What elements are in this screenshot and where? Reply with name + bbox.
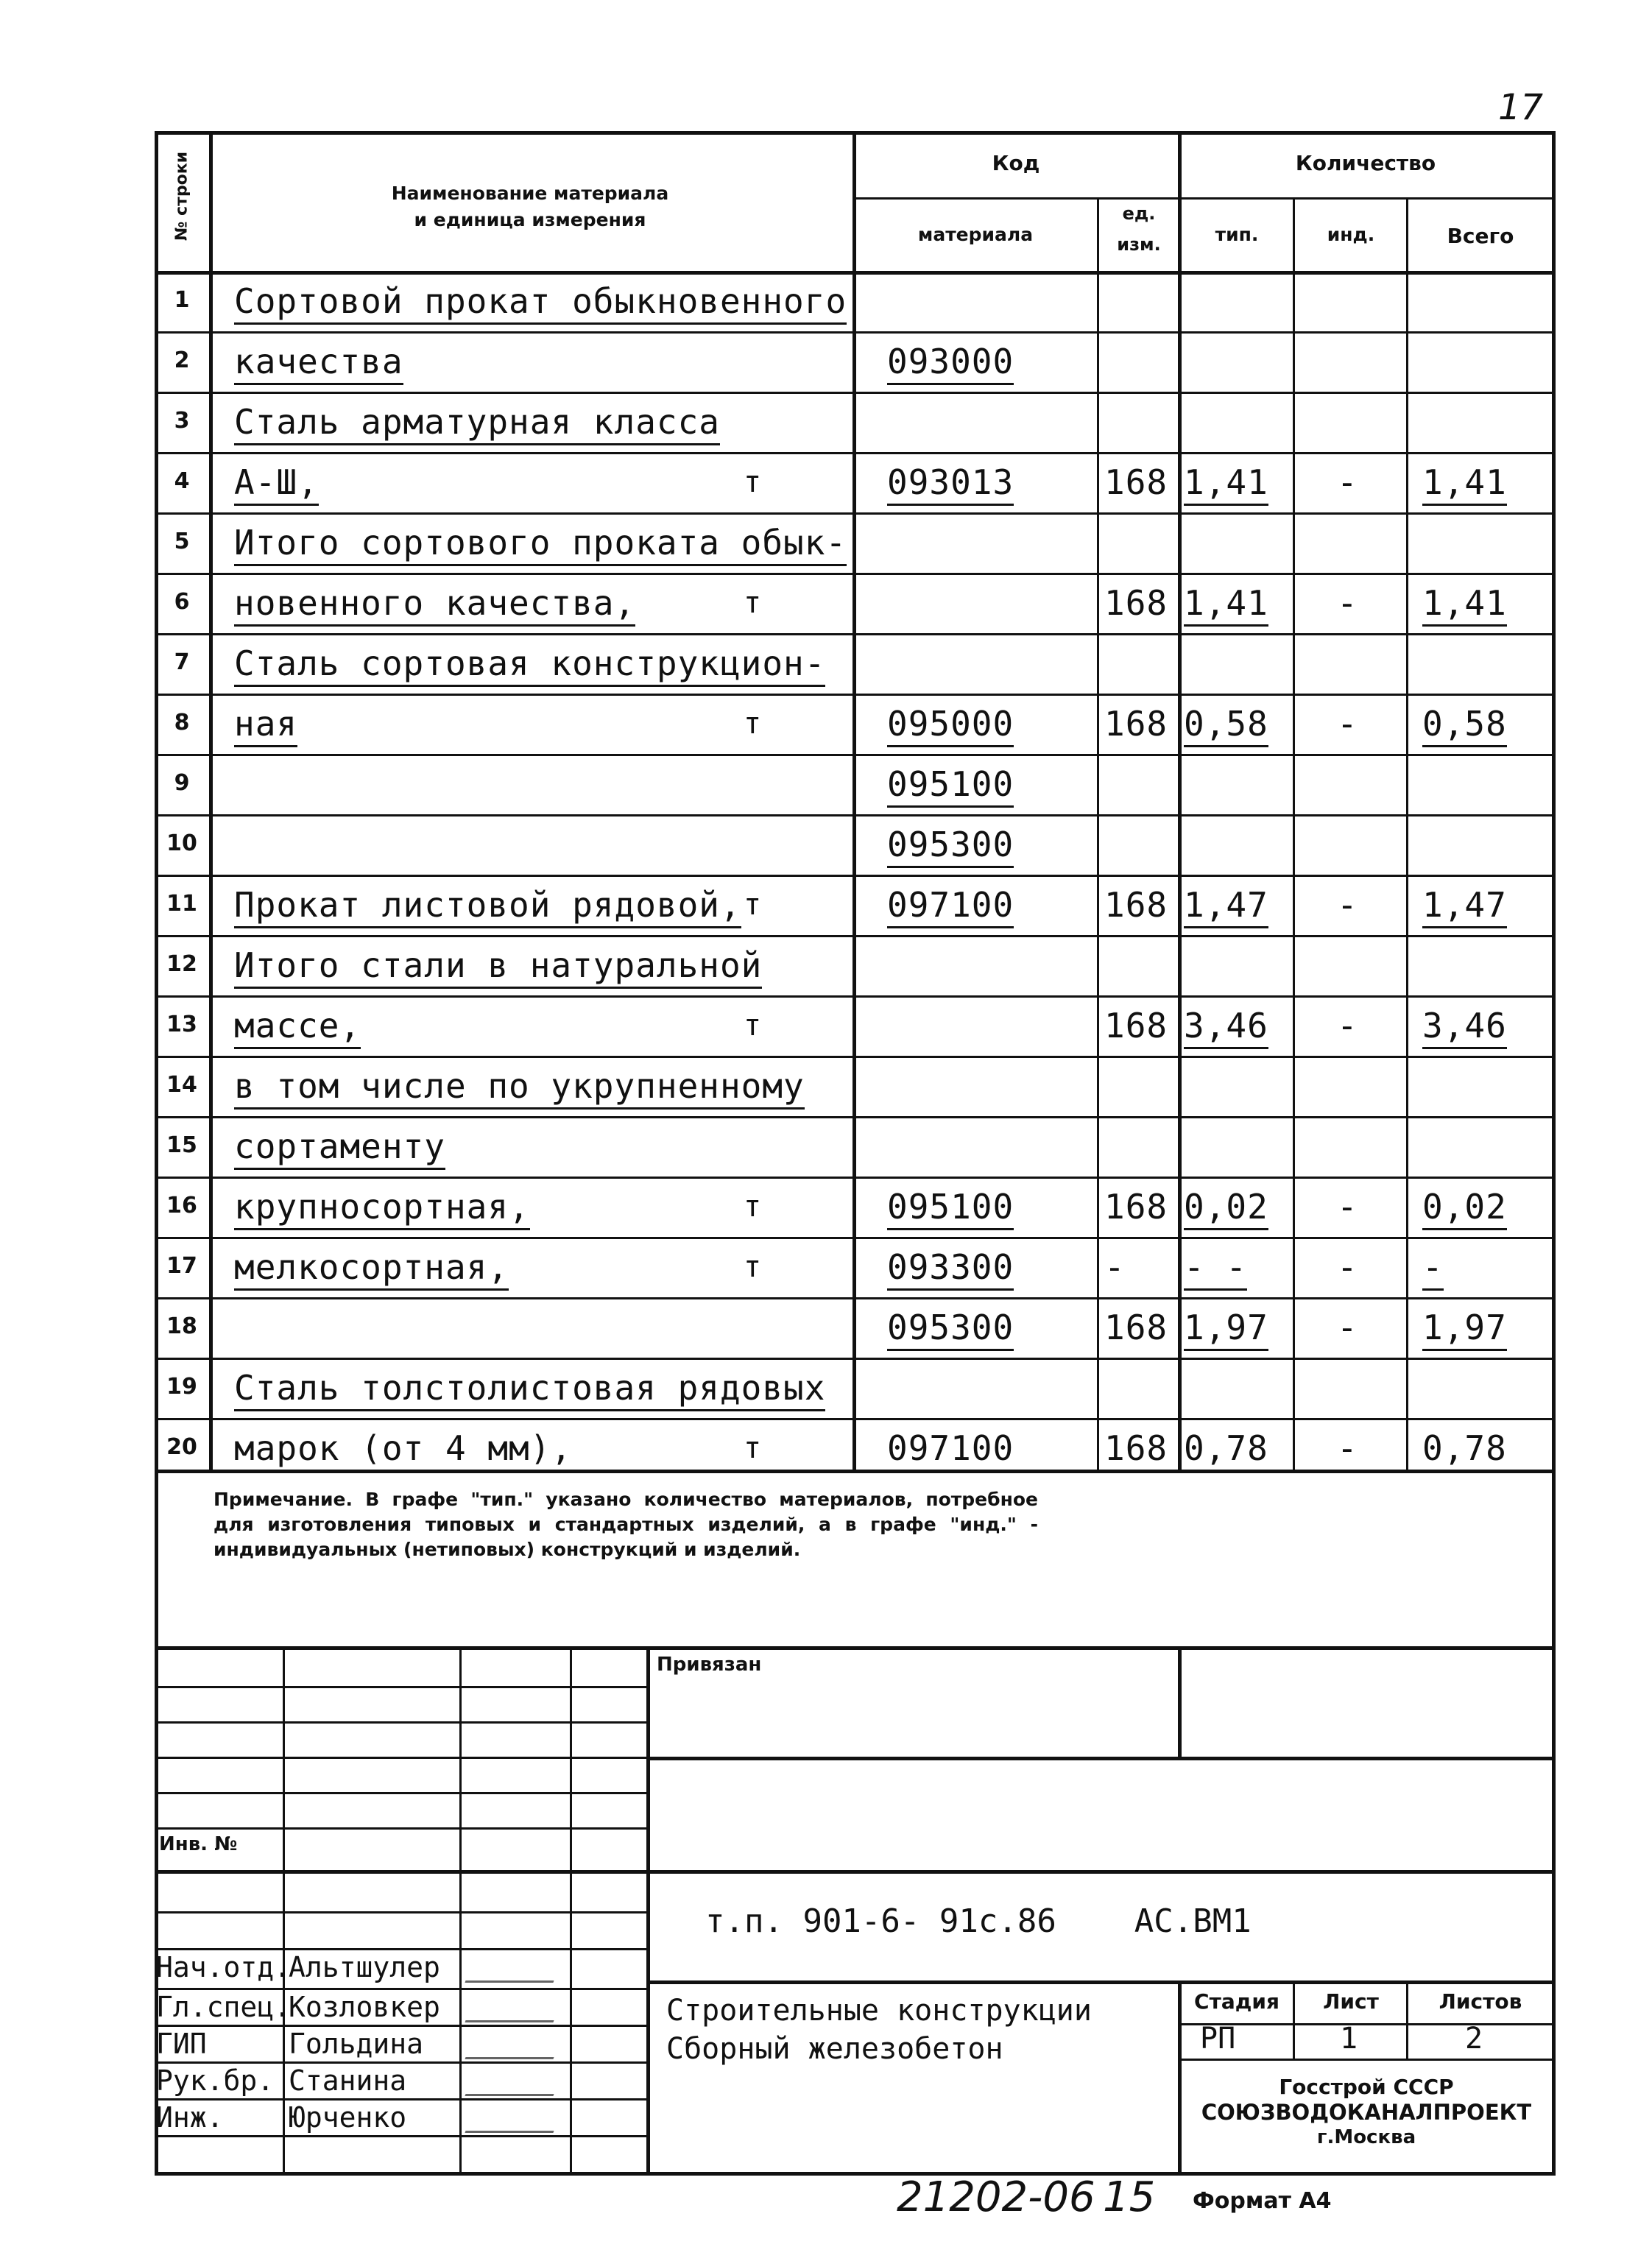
organization-line1: Госстрой СССР [1279,2075,1454,2099]
material-name: Сталь толстолистовая рядовых [234,1368,825,1411]
material-code: 093000 [887,342,1014,385]
unit-label: т [744,586,763,620]
unit-code: - [1104,1247,1126,1287]
stage-label: Стадия [1194,1989,1279,2014]
material-name: сортаменту [234,1126,445,1170]
row-number: 14 [166,1072,197,1098]
row-number: 18 [166,1313,197,1339]
row-number: 7 [174,649,190,675]
row-number: 3 [174,408,190,434]
unit-code: 168 [1104,462,1168,502]
row-number: 4 [174,468,190,494]
stage-value: РП [1200,2022,1236,2056]
qty-typ: 3,46 [1184,1006,1268,1049]
qty-total: 1,41 [1422,462,1507,506]
qty-ind: - [1337,1308,1358,1347]
document-title-line2: Сборный железобетон [666,2032,1003,2066]
row-number: 20 [166,1434,197,1460]
signatory-role: Гл.спец. [156,1991,292,2023]
sheets-value: 2 [1465,2022,1483,2056]
material-name: ная [234,704,297,747]
unit-code: 168 [1104,583,1168,623]
row-number: 1 [174,287,190,313]
typ-header: тип. [1215,224,1259,245]
material-name-header-line2: и единица измерения [414,209,646,230]
document-title-line1: Строительные конструкции [666,1994,1092,2028]
row-number: 9 [174,770,190,796]
material-name: Итого сортового проката обык- [234,523,847,566]
unit-label: т [744,465,763,499]
qty-ind: - [1337,583,1358,623]
row-number: 5 [174,529,190,554]
row-number: 11 [166,891,197,917]
row-number: 12 [166,951,197,977]
qty-ind: - [1337,462,1358,502]
material-code: 095100 [887,1187,1014,1230]
unit-code: 168 [1104,1006,1168,1045]
row-number: 19 [166,1374,197,1400]
row-number: 15 [166,1132,197,1158]
unit-label: т [744,888,763,922]
qty-typ: 0,58 [1184,704,1268,747]
organization-line2: СОЮЗВОДОКАНАЛПРОЕКТ [1201,2100,1532,2125]
unit-code: 168 [1104,1187,1168,1227]
material-name: качества [234,342,403,385]
qty-typ: 0,78 [1184,1428,1268,1472]
qty-ind: - [1337,1428,1358,1468]
sheet-label: Лист [1323,1989,1379,2014]
material-name-header-line1: Наименование материала [391,183,669,204]
unit-label: т [744,1190,763,1224]
signature [465,2098,565,2133]
qty-ind: - [1337,1247,1358,1287]
page-number: 17 [1498,87,1544,128]
material-name: Сталь сортовая конструкцион- [234,643,825,687]
material-code: 095300 [887,825,1014,868]
signature [465,2061,565,2096]
signature [465,2025,565,2059]
unit-code: 168 [1104,704,1168,744]
qty-typ: 1,41 [1184,583,1268,627]
material-code: 097100 [887,1428,1014,1472]
row-number-header: № строки [172,151,191,241]
unit-label: т [744,1431,763,1465]
privyazan-label: Привязан [657,1654,762,1676]
material-code: 095000 [887,704,1014,747]
material-name: крупносортная, [234,1187,530,1230]
organization-line3: г.Москва [1316,2126,1416,2148]
qty-total: - [1422,1247,1444,1291]
qty-total: 1,41 [1422,583,1507,627]
qty-total: 0,58 [1422,704,1507,747]
unit-code: 168 [1104,1428,1168,1468]
signature [465,1988,565,2022]
row-number: 6 [174,589,190,615]
archive-page: 15 [1103,2173,1156,2221]
unit-label: т [744,707,763,741]
material-name: А-Ш, [234,462,319,506]
unit-label: т [744,1250,763,1284]
unit-header-line1: ед. [1122,203,1156,224]
material-name: Сортовой прокат обыкновенного [234,281,847,325]
signatory-role: ГИП [156,2028,207,2060]
qty-total: 1,47 [1422,885,1507,928]
total-header: Всего [1447,224,1514,248]
qty-ind: - [1337,1187,1358,1227]
unit-label: т [744,1009,763,1043]
material-code: 097100 [887,885,1014,928]
signature [465,1948,565,1983]
qty-typ: 1,47 [1184,885,1268,928]
qty-ind: - [1337,885,1358,925]
row-number: 2 [174,348,190,373]
material-name: Сталь арматурная класса [234,402,720,445]
material-name: Итого стали в натуральной [234,945,762,989]
row-number: 17 [166,1253,197,1279]
material-name: мелкосортная, [234,1247,509,1291]
ind-header: инд. [1327,224,1375,245]
archive-number: 21202-06 [897,2173,1095,2221]
row-number: 8 [174,710,190,736]
signatory-role: Инж. [156,2101,224,2134]
material-code: 095100 [887,764,1014,808]
signatory-name: Альтшулер [289,1951,440,1983]
material-name: Прокат листовой рядовой, [234,885,741,928]
code-header: Код [992,151,1040,175]
row-number: 16 [166,1193,197,1218]
inventory-number-label: Инв. № [159,1833,238,1855]
material-name: массе, [234,1006,361,1049]
signatory-name: Юрченко [289,2101,407,2134]
row-number: 13 [166,1012,197,1037]
material-code-header: материала [917,224,1034,245]
format-label: Формат А4 [1193,2188,1332,2214]
qty-typ: - - [1184,1247,1247,1291]
material-code: 093013 [887,462,1014,506]
quantity-header: Количество [1295,151,1436,175]
unit-header-line2: изм. [1117,234,1161,255]
qty-ind: - [1337,704,1358,744]
material-code: 095300 [887,1308,1014,1351]
qty-total: 1,97 [1422,1308,1507,1351]
qty-typ: 1,97 [1184,1308,1268,1351]
material-name: марок (от 4 мм), [234,1428,572,1472]
material-code: 093300 [887,1247,1014,1291]
unit-code: 168 [1104,1308,1168,1347]
qty-total: 0,02 [1422,1187,1507,1230]
document-code: т.п. 901-6- 91с.86 АС.ВМ1 [705,1902,1252,1940]
row-number: 10 [166,830,197,856]
table-note: Примечание. В графе "тип." указано количество материалов, потребное для изготовления типовых и стандартных изделий, а в графе "инд." - индивидуальных (нетиповых) конструкций и изделий. [213,1489,1038,1560]
qty-ind: - [1337,1006,1358,1045]
material-name: новенного качества, [234,583,635,627]
qty-total: 3,46 [1422,1006,1507,1049]
signatory-role: Рук.бр. [156,2064,275,2097]
sheets-label: Листов [1439,1989,1522,2014]
qty-total: 0,78 [1422,1428,1507,1472]
signatory-name: Станина [289,2064,407,2097]
material-name: в том числе по укрупненному [234,1066,805,1110]
qty-typ: 0,02 [1184,1187,1268,1230]
qty-typ: 1,41 [1184,462,1268,506]
signatory-name: Гольдина [289,2028,424,2060]
signatory-role: Нач.отд. [156,1951,292,1983]
signatory-name: Козловкер [289,1991,440,2023]
sheet-value: 1 [1340,2022,1358,2056]
unit-code: 168 [1104,885,1168,925]
